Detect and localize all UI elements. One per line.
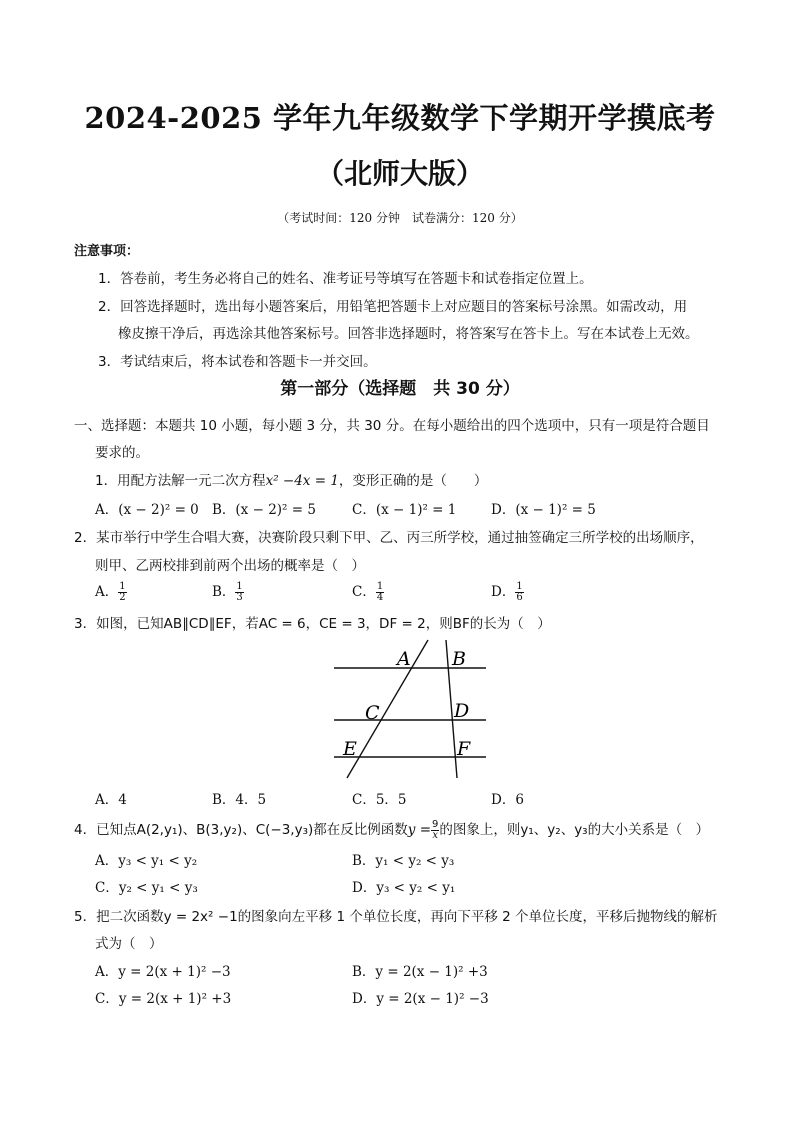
q2-option-c[interactable] bbox=[352, 580, 384, 603]
q3-option-b[interactable]: B．4．5 bbox=[212, 792, 267, 808]
q5-option-a[interactable]: A．y = 2(x + 1)² −3 bbox=[95, 964, 231, 980]
question-1 bbox=[95, 469, 487, 489]
q4-stem-a: 4．已知点A(2,y₁)、B(3,y₂)、C(−3,y₃)都在反比例函数 bbox=[74, 822, 408, 838]
q3-option-c[interactable]: C．5．5 bbox=[352, 792, 407, 808]
exam-info: （考试时间：120 分钟 试卷满分：120 分） bbox=[277, 211, 523, 225]
question-5-cont: 式为（ ） bbox=[95, 936, 163, 952]
q1-option-d[interactable]: D．(x − 1)² = 5 bbox=[491, 502, 596, 518]
notice-item-3: 3．考试结束后，将本试卷和答题卡一并交回。 bbox=[98, 354, 377, 370]
section-intro-cont: 要求的。 bbox=[95, 445, 149, 461]
q5-option-b[interactable]: B．y = 2(x − 1)² +3 bbox=[352, 964, 488, 980]
notice-item-1: 1．答卷前，考生务必将自己的姓名、准考证号等填写在答题卡和试卷指定位置上。 bbox=[98, 271, 593, 287]
q1-option-c[interactable]: C．(x − 1)² = 1 bbox=[352, 502, 457, 518]
q1-option-a[interactable]: A．(x − 2)² = 0 bbox=[95, 502, 199, 518]
q2-option-a-label: A． bbox=[95, 584, 119, 600]
q2-fraction-b: $\frac{1}{3}$ bbox=[236, 581, 243, 603]
q3-option-d[interactable]: D．6 bbox=[491, 792, 524, 808]
q2-fraction-d: $\frac{1}{6}$ bbox=[516, 581, 523, 603]
q4-fraction: $\frac{9}{x}$ bbox=[432, 818, 439, 841]
q2-option-d-label: D． bbox=[491, 584, 516, 600]
q4-option-d[interactable]: D．y₃ < y₂ < y₁ bbox=[352, 880, 456, 896]
q2-option-d[interactable] bbox=[491, 580, 524, 603]
q5-option-d[interactable]: D．y = 2(x − 1)² −3 bbox=[352, 991, 489, 1007]
label-e: E bbox=[343, 738, 357, 760]
label-d: D bbox=[454, 700, 470, 722]
q2-option-a[interactable] bbox=[95, 580, 127, 603]
notice-item-2-cont: 橡皮擦干净后，再选涂其他答案标号。回答非选择题时，将答案写在答卡上。写在本试卷上无效。 bbox=[118, 326, 699, 342]
label-f: F bbox=[457, 738, 471, 760]
question-2-cont: 则甲、乙两校排到前两个出场的概率是（ ） bbox=[95, 558, 365, 574]
notice-heading: 注意事项： bbox=[74, 244, 140, 259]
label-a: A bbox=[397, 648, 411, 670]
label-c: C bbox=[365, 702, 380, 724]
q4-stem-b: 的图象上，则y₁、y₂、y₃的大小关系是（ ） bbox=[439, 822, 710, 838]
q2-option-b-label: B． bbox=[212, 584, 236, 600]
q4-option-b[interactable]: B．y₁ < y₂ < y₃ bbox=[352, 853, 455, 869]
question-3: 3．如图，已知AB∥CD∥EF，若AC = 6，CE = 3，DF = 2，则BF的长为（ ） bbox=[74, 616, 551, 632]
q3-option-a[interactable]: A．4 bbox=[95, 792, 127, 808]
q4-option-c[interactable]: C．y₂ < y₁ < y₃ bbox=[95, 880, 198, 896]
label-b: B bbox=[452, 648, 466, 670]
section-intro: 一、选择题：本题共 10 小题，每小题 3 分，共 30 分。在每小题给出的四个选项中，只有一项是符合题目 bbox=[74, 418, 710, 434]
q4-func: y = bbox=[407, 822, 432, 838]
q4-option-a[interactable]: A．y₃ < y₁ < y₂ bbox=[95, 853, 198, 869]
q1-stem-a: 1．用配方法解一元二次方程 bbox=[95, 473, 266, 489]
q2-option-c-label: C． bbox=[352, 584, 376, 600]
section-title: 第一部分（选择题 共 30 分） bbox=[280, 379, 520, 399]
page-subtitle: （北师大版） bbox=[315, 157, 484, 190]
question-2: 2．某市举行中学生合唱大赛，决赛阶段只剩下甲、乙、丙三所学校，通过抽签确定三所学校的出场顺序， bbox=[74, 530, 704, 546]
page-title: 2024-2025 学年九年级数学下学期开学摸底考 bbox=[84, 101, 716, 135]
q1-option-b[interactable]: B．(x − 2)² = 5 bbox=[212, 502, 316, 518]
q2-fraction-c: $\frac{1}{4}$ bbox=[376, 581, 384, 603]
question-5: 5．把二次函数y = 2x² −1的图象向左平移 1 个单位长度，再向下平移 2 个单位长度，平移后抛物线的解析 bbox=[74, 909, 718, 925]
question-4 bbox=[74, 818, 709, 841]
q1-equation: x² −4x = 1 bbox=[265, 473, 339, 489]
q2-fraction-a: $\frac{1}{2}$ bbox=[119, 581, 126, 603]
q2-option-b[interactable] bbox=[212, 580, 244, 603]
q1-stem-b: ，变形正确的是（ ） bbox=[338, 473, 488, 489]
q5-option-c[interactable]: C．y = 2(x + 1)² +3 bbox=[95, 991, 232, 1007]
notice-item-2: 2．回答选择题时，选出每小题答案后，用铅笔把答题卡上对应题目的答案标号涂黑。如需改动，用 bbox=[98, 299, 688, 315]
q3-figure bbox=[320, 632, 500, 782]
